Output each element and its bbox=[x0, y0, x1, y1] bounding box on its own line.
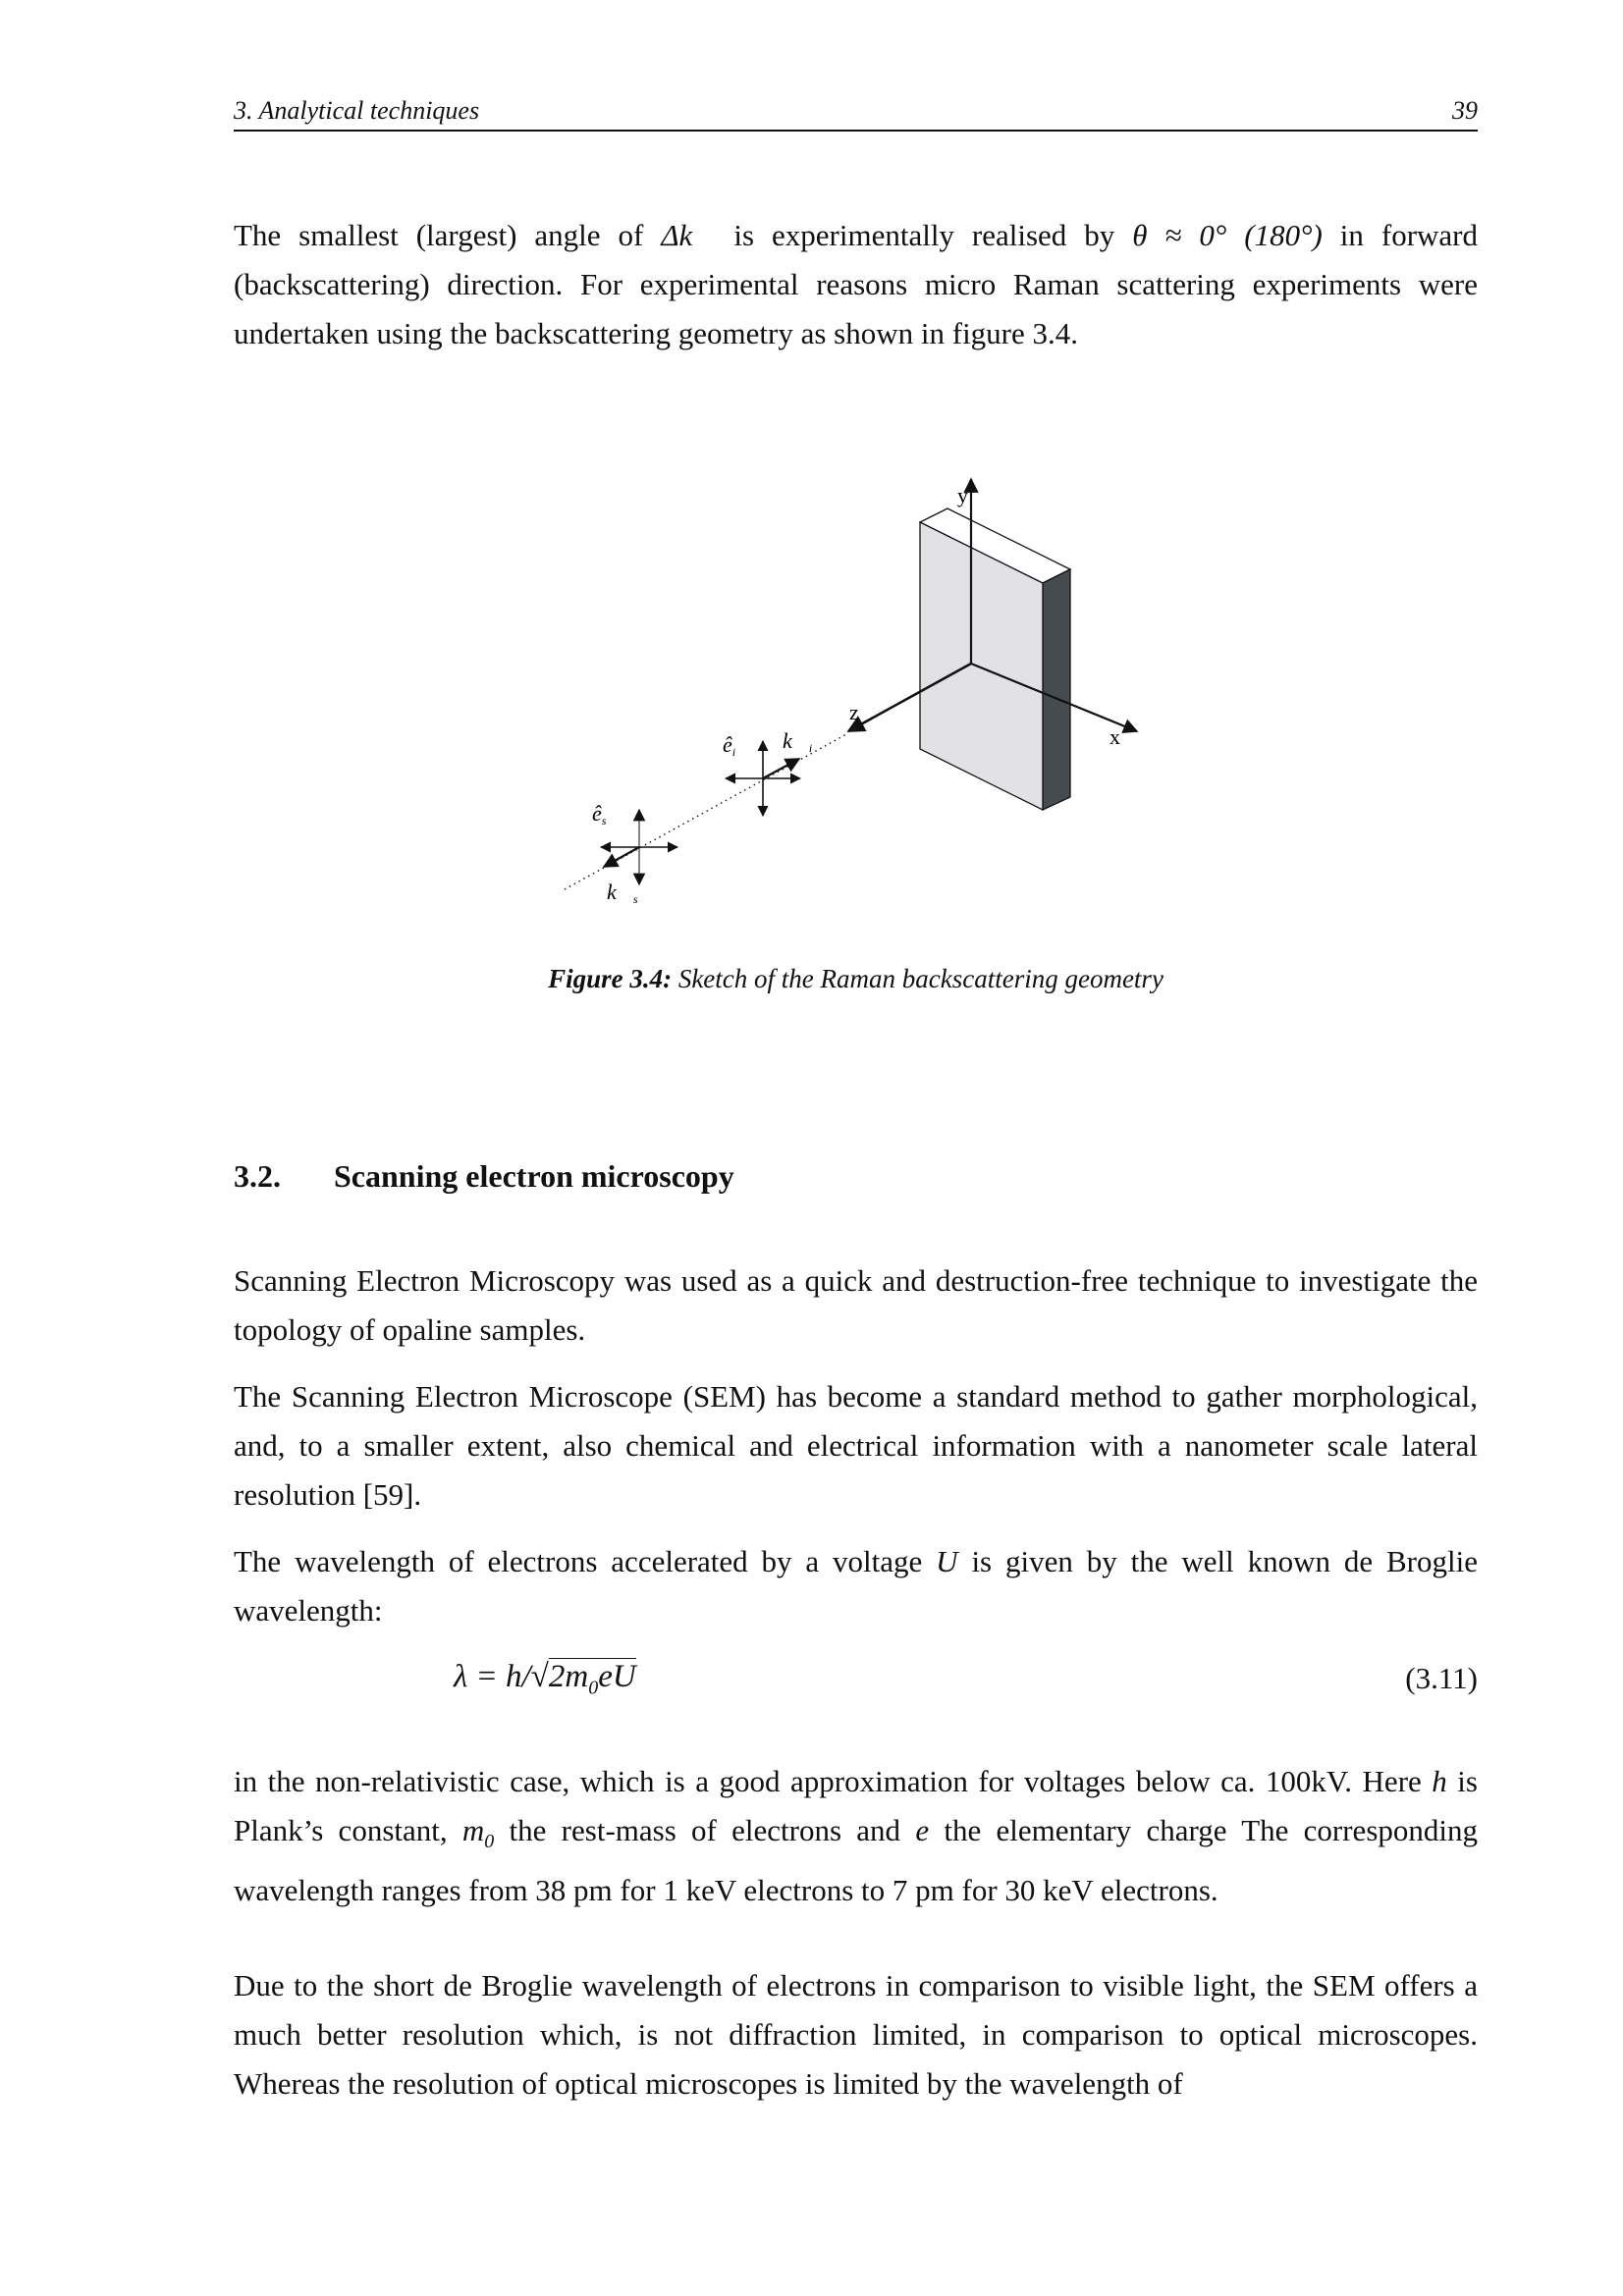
paragraph-sem-standard: The Scanning Electron Microscope (SEM) has become a standard method to gather morphological, and, to a smaller extent, also chemical and electrical information with a nanometer scale lateral resolution [59]. bbox=[234, 1379, 1478, 1512]
figure-caption bbox=[234, 964, 1478, 994]
paragraph-sem-intro: Scanning Electron Microscopy was used as a quick and destruction-free technique to investigate the topology of opaline samples. bbox=[234, 1263, 1478, 1347]
e-i-label: êi bbox=[723, 732, 736, 759]
delta-k-symbol: Δk⃗ bbox=[661, 218, 717, 252]
scattered-polarization bbox=[601, 810, 677, 884]
x-axis-label: x bbox=[1109, 724, 1120, 749]
y-axis-label: y bbox=[957, 483, 968, 507]
k-i-arrow bbox=[763, 759, 799, 778]
raman-backscattering-diagram bbox=[0, 0, 1623, 962]
figure-caption-text: Sketch of the Raman backscattering geometry bbox=[672, 964, 1163, 993]
figure-caption-label: Figure 3.4: bbox=[548, 964, 673, 993]
chapter-title: 3. Analytical techniques bbox=[234, 96, 480, 125]
de-broglie-equation: $\lambda = h/√2m_0eU$ bbox=[454, 1659, 636, 1699]
paragraph-wavelength: The wavelength of electrons accelerated by a voltage U is given by the well known de Broglie wavelength: bbox=[234, 1544, 1478, 1628]
voltage-variable: U bbox=[936, 1544, 958, 1578]
k-s-label: k⃗s bbox=[607, 880, 638, 906]
z-axis-label: z bbox=[849, 700, 859, 724]
intro-paragraph: The smallest (largest) angle of Δk⃗ is experimentally realised by θ ≈ 0° (180°) in forward (backscattering) direction. For experimental reasons micro Raman scattering experiments were undertaken using the backscattering geometry as shown in figure 3.4. bbox=[234, 218, 1478, 350]
paragraph-non-relativistic: in the non-relativistic case, which is a good approximation for voltages below ca. 100kV. Here h is Plank’s constant, $m_0$ the rest-mass of electrons and e the elementary charge The corresponding wavelength ranges from 38 pm for 1 keV electrons to 7 pm for 30 keV electrons. bbox=[234, 1764, 1478, 1908]
section-title: Scanning electron microscopy bbox=[334, 1158, 734, 1194]
theta-symbol: θ ≈ 0° (180°) bbox=[1132, 218, 1323, 252]
e-s-label: ês bbox=[592, 801, 607, 828]
section-number: 3.2. bbox=[234, 1158, 281, 1194]
section-heading bbox=[234, 1158, 734, 1195]
slab-side-face bbox=[1043, 569, 1070, 810]
page-number: 39 bbox=[1452, 96, 1478, 125]
equation-number: (3.11) bbox=[1405, 1661, 1478, 1695]
paragraph-resolution: Due to the short de Broglie wavelength of electrons in comparison to visible light, the SEM offers a much better resolution which, is not diffraction limited, in comparison to optical microscopes. Whereas the resolution of optical microscopes is limited by the wavelength of bbox=[234, 1968, 1478, 2101]
sample-slab bbox=[920, 508, 1070, 810]
k-i-label: k⃗i bbox=[783, 728, 813, 755]
k-s-arrow bbox=[604, 847, 639, 867]
